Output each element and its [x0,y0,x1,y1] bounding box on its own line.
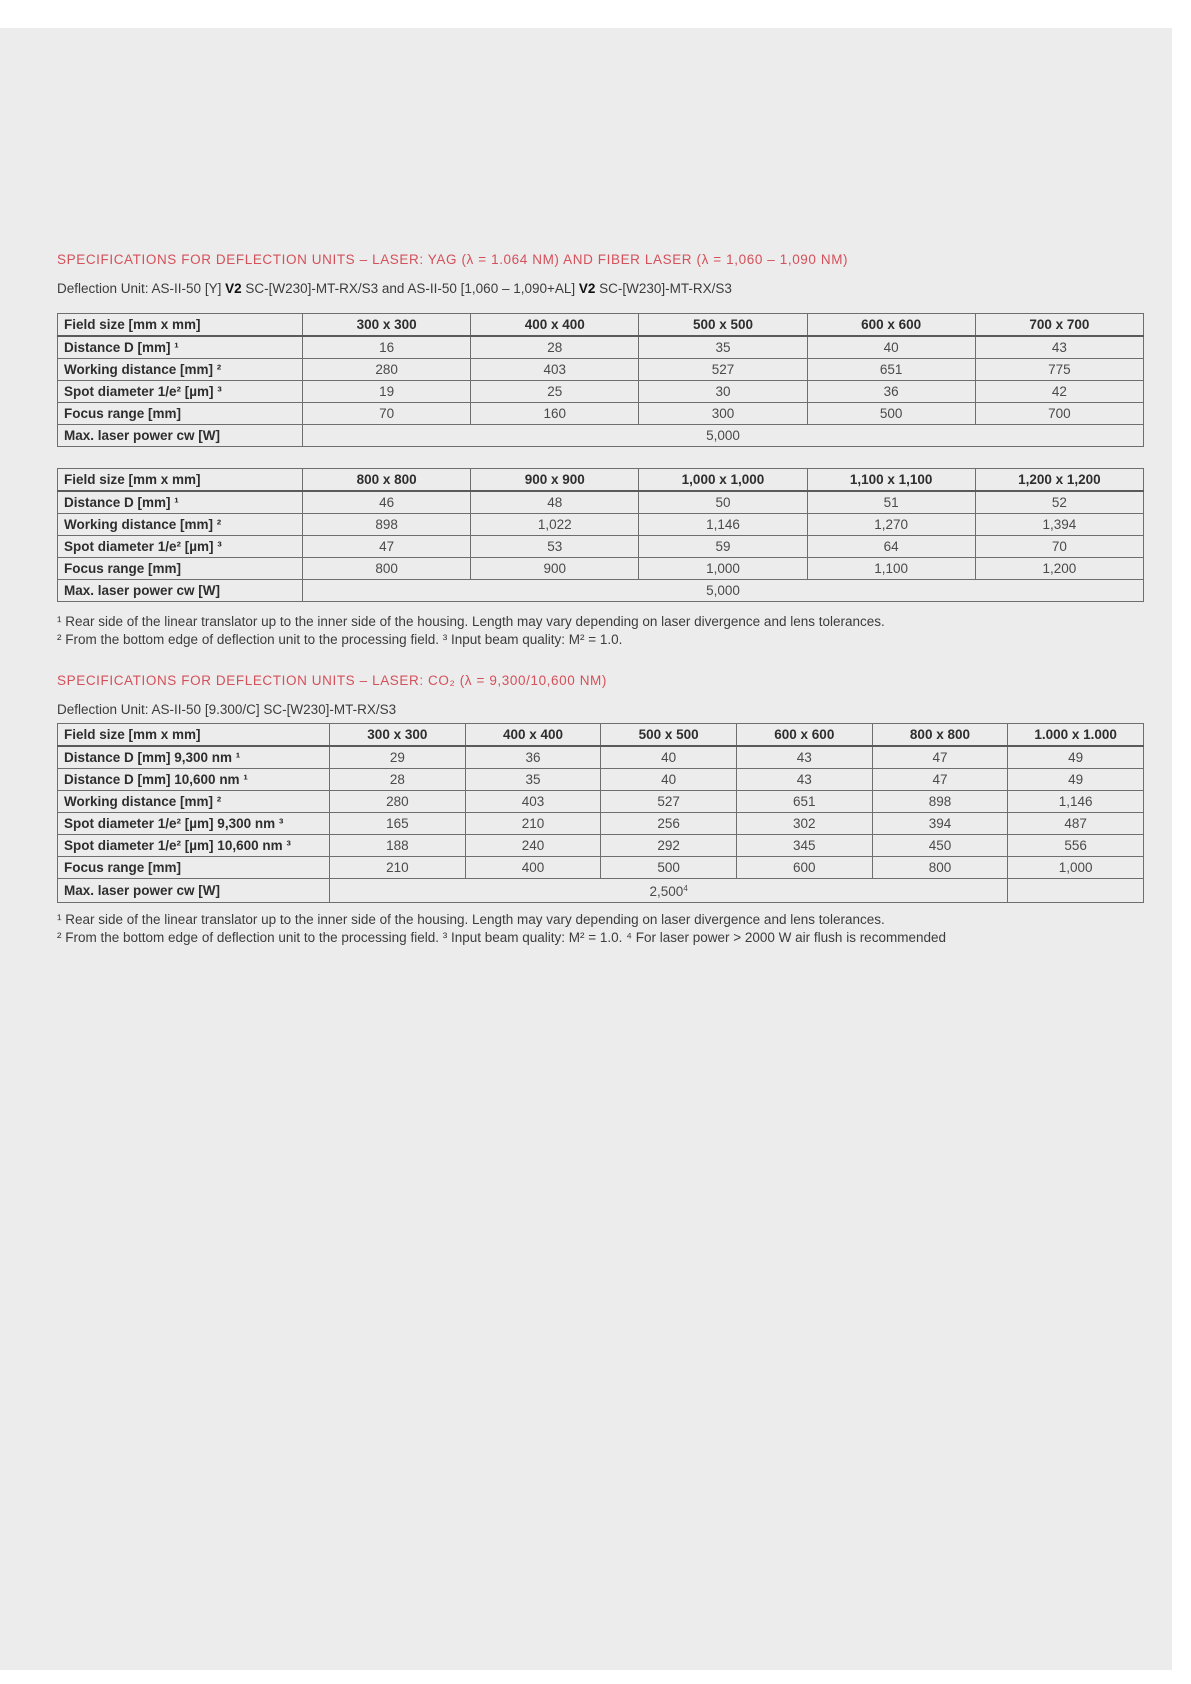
power-value-cell [303,580,1144,602]
table-cell: 292 [601,835,737,857]
column-header: 1,200 x 1,200 [975,469,1143,492]
row-label: Distance D [mm] 10,600 nm ¹ [58,769,330,791]
column-header: 300 x 300 [303,314,471,337]
field-size-label: Field size [mm x mm] [58,314,303,337]
column-header: 600 x 600 [807,314,975,337]
spec-table-yag-2 [57,468,1144,602]
table-cell: 800 [303,558,471,580]
table-cell: 1,000 [1008,857,1144,879]
table-row [58,857,1144,879]
table-cell: 46 [303,491,471,514]
table-cell: 556 [1008,835,1144,857]
table-cell: 28 [330,769,466,791]
table-cell: 302 [736,813,872,835]
row-label: Spot diameter 1/e² [µm] ³ [58,381,303,403]
table-cell: 40 [807,336,975,359]
row-label: Working distance [mm] ² [58,791,330,813]
table-cell: 487 [1008,813,1144,835]
table-cell: 900 [471,558,639,580]
footnote-1: ¹ Rear side of the linear translator up to the inner side of the housing. Length may vary depending on laser divergence and lens tolerances. [57,614,885,629]
table-cell: 1,146 [639,514,807,536]
table-cell: 700 [975,403,1143,425]
field-size-label: Field size [mm x mm] [58,724,330,747]
column-header: 300 x 300 [330,724,466,747]
row-label: Focus range [mm] [58,403,303,425]
table-cell: 29 [330,746,466,769]
table-cell: 35 [465,769,601,791]
spec-table-yag-1 [57,313,1144,447]
row-label: Distance D [mm] 9,300 nm ¹ [58,746,330,769]
table-cell: 35 [639,336,807,359]
row-label: Max. laser power cw [W] [58,425,303,447]
table-row [58,746,1144,769]
table-cell: 651 [736,791,872,813]
table-cell: 43 [736,746,872,769]
table-cell: 600 [736,857,872,879]
row-label: Spot diameter 1/e² [µm] 9,300 nm ³ [58,813,330,835]
table-cell: 403 [465,791,601,813]
table-cell: 450 [872,835,1008,857]
table-row [58,835,1144,857]
table-cell: 898 [303,514,471,536]
table-cell: 28 [471,336,639,359]
table-row [58,536,1144,558]
row-label: Working distance [mm] ² [58,514,303,536]
table-row [58,425,1144,447]
table-cell: 1,270 [807,514,975,536]
column-header: 1.000 x 1.000 [1008,724,1144,747]
section-title-co2: SPECIFICATIONS FOR DEFLECTION UNITS – LASER: CO₂ (λ = 9,300/10,600 NM) [57,673,607,688]
table-cell: 1,000 [639,558,807,580]
table-cell: 53 [471,536,639,558]
table-cell: 165 [330,813,466,835]
column-header: 1,000 x 1,000 [639,469,807,492]
table-cell: 59 [639,536,807,558]
table-cell: 16 [303,336,471,359]
table-cell: 500 [601,857,737,879]
table-cell: 47 [303,536,471,558]
table-cell: 256 [601,813,737,835]
column-header: 500 x 500 [639,314,807,337]
table-cell: 43 [975,336,1143,359]
table-row [58,336,1144,359]
row-label: Max. laser power cw [W] [58,580,303,602]
table-cell: 47 [872,769,1008,791]
row-label: Spot diameter 1/e² [µm] ³ [58,536,303,558]
table-cell: 527 [601,791,737,813]
table-cell: 50 [639,491,807,514]
table-cell: 64 [807,536,975,558]
column-header: 500 x 500 [601,724,737,747]
unit-text-2: SC-[W230]-MT-RX/S3 and AS-II-50 [1,060 – 1,090+AL] [241,281,579,296]
table-row [58,514,1144,536]
table-row [58,381,1144,403]
section-title-yag-fiber: SPECIFICATIONS FOR DEFLECTION UNITS – LASER: YAG (λ = 1.064 NM) AND FIBER LASER (λ = 1,060 – 1,090 NM) [57,252,849,267]
column-header: 800 x 800 [872,724,1008,747]
table-cell: 345 [736,835,872,857]
row-label: Spot diameter 1/e² [µm] 10,600 nm ³ [58,835,330,857]
table-cell: 42 [975,381,1143,403]
column-header: 1,100 x 1,100 [807,469,975,492]
table-cell: 70 [303,403,471,425]
table-cell: 1,146 [1008,791,1144,813]
table-cell: 160 [471,403,639,425]
table-cell: 210 [330,857,466,879]
row-label: Distance D [mm] ¹ [58,336,303,359]
table-row [58,403,1144,425]
field-size-label: Field size [mm x mm] [58,469,303,492]
footnote-co2-1: ¹ Rear side of the linear translator up to the inner side of the housing. Length may vary depending on laser divergence and lens tolerances. [57,912,885,927]
table-row [58,879,1144,903]
column-header: 700 x 700 [975,314,1143,337]
table-cell: 527 [639,359,807,381]
footnote-2: ² From the bottom edge of deflection unit to the processing field. ³ Input beam quality: M² = 1.0. [57,632,623,647]
spec-table-co2 [57,723,1144,903]
power-value-cell [303,425,1144,447]
row-label: Focus range [mm] [58,558,303,580]
table-cell: 280 [330,791,466,813]
table-cell: 49 [1008,746,1144,769]
table-cell: 240 [465,835,601,857]
empty-cell [1008,879,1144,903]
power-value: 5,000 [706,582,740,598]
table-cell: 51 [807,491,975,514]
unit-bold-2: V2 [578,281,596,296]
table-cell: 1,394 [975,514,1143,536]
table-row [58,813,1144,835]
header-row [58,314,1144,337]
table-cell: 280 [303,359,471,381]
power-value-cell [330,879,1008,903]
column-header: 400 x 400 [471,314,639,337]
table-cell: 36 [465,746,601,769]
table-row [58,558,1144,580]
table-cell: 36 [807,381,975,403]
deflection-unit-line [57,281,732,296]
power-value: 5,000 [706,427,740,443]
power-footnote-mark: 4 [683,884,688,893]
table-cell: 1,200 [975,558,1143,580]
table-cell: 400 [465,857,601,879]
table-row [58,491,1144,514]
table-cell: 48 [471,491,639,514]
unit-bold-1: V2 [225,281,242,296]
column-header: 400 x 400 [465,724,601,747]
column-header: 900 x 900 [471,469,639,492]
column-header: 600 x 600 [736,724,872,747]
table-cell: 49 [1008,769,1144,791]
table-cell: 25 [471,381,639,403]
table-cell: 40 [601,746,737,769]
table-cell: 30 [639,381,807,403]
table-row [58,791,1144,813]
row-label: Max. laser power cw [W] [58,879,330,903]
table-cell: 651 [807,359,975,381]
header-row [58,469,1144,492]
table-cell: 775 [975,359,1143,381]
column-header: 800 x 800 [303,469,471,492]
row-label: Working distance [mm] ² [58,359,303,381]
deflection-unit-line-co2: Deflection Unit: AS-II-50 [9.300/C] SC-[W230]-MT-RX/S3 [57,702,397,717]
table-row [58,769,1144,791]
table-row [58,580,1144,602]
footnote-co2-2: ² From the bottom edge of deflection unit to the processing field. ³ Input beam quality: M² = 1.0. ⁴ For laser power > 2000 W air flush is recommended [57,930,946,945]
header-row [58,724,1144,747]
table-cell: 47 [872,746,1008,769]
table-cell: 70 [975,536,1143,558]
table-cell: 210 [465,813,601,835]
power-value: 2,500 [649,884,684,899]
table-cell: 800 [872,857,1008,879]
table-cell: 40 [601,769,737,791]
table-cell: 394 [872,813,1008,835]
table-row [58,359,1144,381]
table-cell: 403 [471,359,639,381]
table-cell: 500 [807,403,975,425]
table-cell: 898 [872,791,1008,813]
table-cell: 300 [639,403,807,425]
unit-text-1: Deflection Unit: AS-II-50 [Y] [57,281,226,296]
table-cell: 19 [303,381,471,403]
table-cell: 43 [736,769,872,791]
row-label: Focus range [mm] [58,857,330,879]
table-cell: 1,100 [807,558,975,580]
row-label: Distance D [mm] ¹ [58,491,303,514]
table-cell: 1,022 [471,514,639,536]
table-cell: 52 [975,491,1143,514]
table-cell: 188 [330,835,466,857]
unit-text-3: SC-[W230]-MT-RX/S3 [595,281,732,296]
